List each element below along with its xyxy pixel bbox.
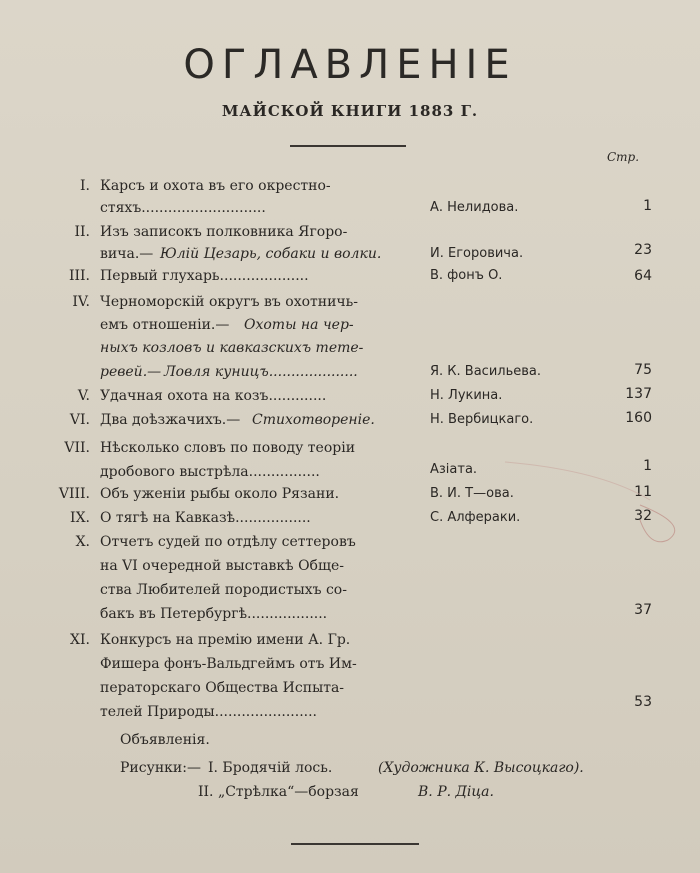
entry-title-line: стяхъ............................ — [100, 200, 266, 216]
entry-title-line: Изъ записокъ полковника Ягоро- — [100, 224, 348, 240]
entry-number: IV. — [72, 294, 90, 310]
entry-author: Я. К. Васильева. — [430, 364, 542, 379]
entry-title-line: на VI очередной выставкѣ Обще- — [100, 558, 345, 574]
entry-page: 37 — [634, 602, 652, 618]
illustration-1-title: I. Бродячій лось. — [208, 760, 333, 776]
entry-page: 32 — [634, 508, 652, 524]
entry-number: VI. — [69, 412, 90, 428]
entry-author: В. И. Т—ова. — [430, 486, 514, 501]
entry-title-line: дробового выстрѣла................ — [100, 464, 320, 480]
entry-title-line: ператорскаго Общества Испыта- — [100, 680, 345, 696]
divider-bottom — [291, 843, 419, 845]
entry-page: 137 — [625, 386, 652, 402]
entry-number: V. — [77, 388, 90, 404]
entry-subtitle: Юлій Цезарь, собаки и волки. — [160, 246, 382, 262]
entry-title-line: телей Природы....................... — [100, 704, 317, 720]
announcements-label: Объявленія. — [120, 732, 210, 748]
entry-page: 11 — [634, 484, 652, 500]
entry-subtitle: Стихотвореніе. — [252, 412, 375, 428]
entry-page: 64 — [634, 268, 652, 284]
entry-page: 1 — [643, 198, 652, 214]
entry-author: В. фонъ О. — [430, 268, 503, 283]
entry-subtitle: Охоты на чер- — [244, 317, 354, 333]
illustrations-label: Рисунки:— — [120, 760, 201, 776]
illustration-2-title: II. „Стрѣлка“—борзая — [198, 784, 359, 800]
entry-title-line: Нѣсколько словъ по поводу теоріи — [100, 440, 356, 456]
entry-page: 23 — [634, 242, 652, 258]
entry-title-line: Первый глухарь.................... — [100, 268, 309, 284]
entry-title-line: Фишера фонъ-Вальдгеймъ отъ Им- — [100, 656, 357, 672]
entry-author: Азіата. — [430, 462, 478, 477]
entry-subtitle: Ловля куницъ.................... — [164, 364, 358, 380]
entry-page: 1 — [643, 458, 652, 474]
entry-title-line: Отчетъ судей по отдѣлу сеттеровъ — [100, 534, 356, 550]
entry-number: III. — [68, 268, 90, 284]
entry-number: X. — [75, 534, 90, 550]
entry-number: IX. — [70, 510, 90, 526]
entry-title-line: емъ отношеніи.— — [100, 317, 230, 333]
entry-subtitle: ныхъ козловъ и кавказскихъ тете- — [100, 340, 364, 356]
page-title: ОГЛАВЛЕНІЕ — [183, 42, 517, 88]
entry-title-line: ревей.— — [100, 364, 162, 380]
entry-author: А. Нелидова. — [430, 200, 519, 215]
entry-author: Н. Лукина. — [430, 388, 503, 403]
entry-title-line: Объ уженіи рыбы около Рязани. — [100, 486, 340, 502]
entry-title-line: О тягѣ на Кавказѣ................. — [100, 510, 311, 526]
entry-title-line: Черноморскій округъ въ охотничь- — [100, 294, 359, 310]
entry-number: XI. — [70, 632, 90, 648]
entry-number: VIII. — [58, 486, 90, 502]
page-column-header: Стр. — [607, 150, 640, 164]
page-subtitle: МАЙСКОЙ КНИГИ 1883 Г. — [221, 102, 479, 120]
illustration-1-credit: (Художника К. Высоцкаго). — [378, 760, 584, 776]
entry-title-line: ства Любителей породистыхъ со- — [100, 582, 347, 598]
entry-title-line: Два доѣзжачихъ.— — [100, 412, 241, 428]
entry-page: 160 — [625, 410, 652, 426]
entry-title-line: Карсъ и охота въ его окрестно- — [100, 178, 331, 194]
entry-title-line: Конкурсъ на премію имени А. Гр. — [100, 632, 351, 648]
entry-page: 75 — [634, 362, 652, 378]
entry-author: Н. Вербицкаго. — [430, 412, 534, 427]
entry-number: II. — [74, 224, 90, 240]
entry-title-line: вича.— — [100, 246, 154, 262]
entry-title-line: бакъ въ Петербургѣ.................. — [100, 606, 328, 622]
entry-author: С. Алфераки. — [430, 510, 521, 525]
divider-top — [290, 145, 406, 147]
entry-number: VII. — [64, 440, 90, 456]
entry-number: I. — [80, 178, 90, 194]
entry-page: 53 — [634, 694, 652, 710]
entry-title-line: Удачная охота на козъ............. — [100, 388, 327, 404]
entry-author: И. Егоровича. — [430, 246, 524, 261]
illustration-2-credit: В. Р. Діца. — [418, 784, 494, 800]
